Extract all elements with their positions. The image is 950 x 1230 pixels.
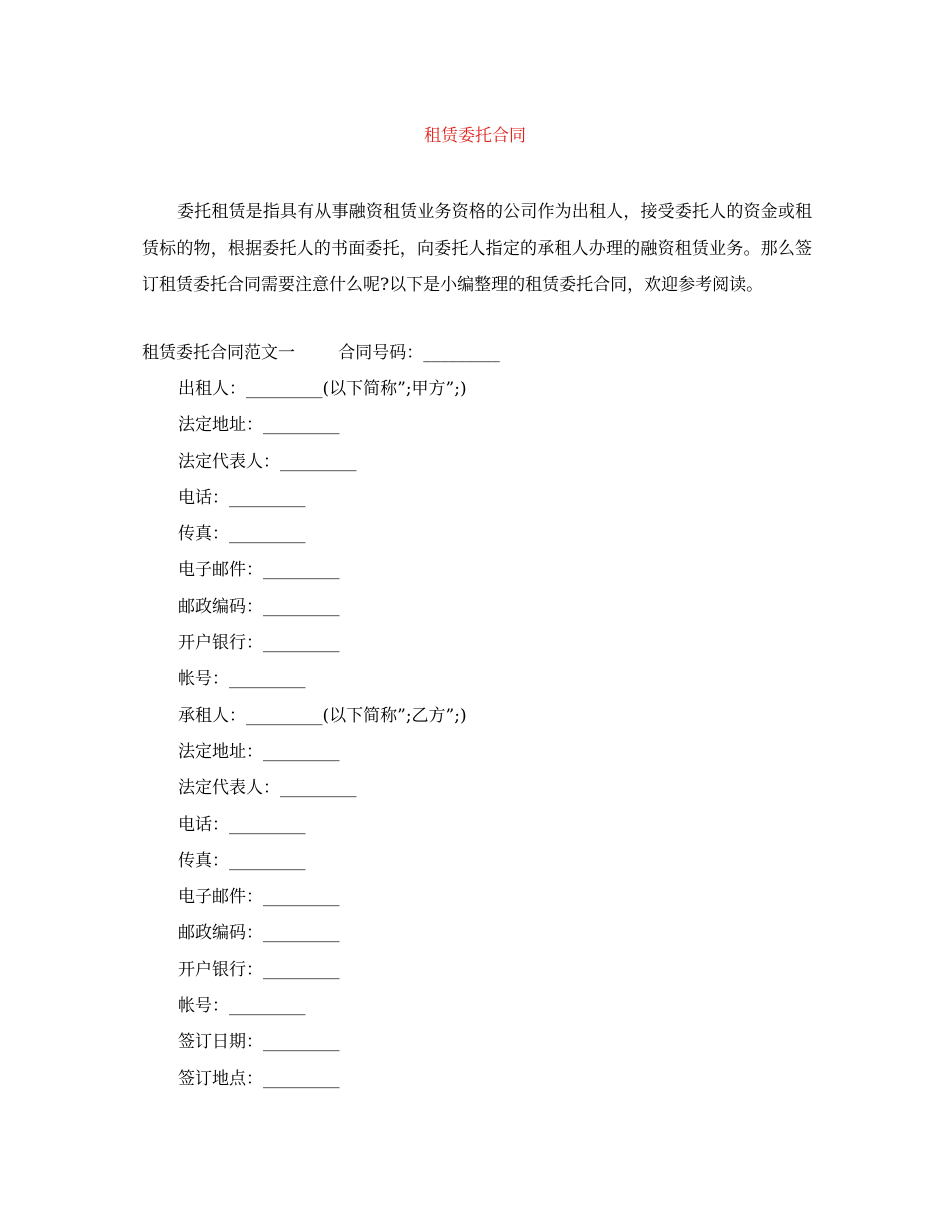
lessee-account-field: 帐号：_________ (178, 996, 306, 1017)
lessee-fax-field: 传真：_________ (178, 850, 306, 871)
signing-date-field: 签订日期：_________ (178, 1032, 340, 1053)
lessee-phone-field: 电话：_________ (178, 814, 306, 835)
lessee-field: 承租人：_________(以下简称”;乙方”;) (178, 705, 467, 726)
lessee-legal-rep-field: 法定代表人：_________ (178, 778, 357, 799)
party-fields (178, 377, 467, 1103)
contract-number-field: 合同号码：_________ (338, 343, 500, 363)
sample-heading: 租赁委托合同范文一 (142, 343, 295, 363)
lessor-field: 出租人：_________(以下简称”;甲方”;) (178, 379, 467, 399)
signing-place-field: 签订地点：_________ (178, 1068, 340, 1089)
sample-heading-line (142, 341, 500, 365)
lessee-email-field: 电子邮件：_________ (178, 887, 340, 908)
lessor-legal-rep-field: 法定代表人：_________ (178, 451, 357, 472)
lessor-address-field: 法定地址：_________ (178, 415, 340, 436)
lessor-email-field: 电子邮件：_________ (178, 560, 340, 581)
lessor-account-field: 帐号：_________ (178, 669, 306, 690)
lessor-postcode-field: 邮政编码：_________ (178, 596, 340, 617)
lessor-fax-field: 传真：_________ (178, 524, 306, 545)
lessee-postcode-field: 邮政编码：_________ (178, 923, 340, 944)
lessee-address-field: 法定地址：_________ (178, 741, 340, 762)
intro-paragraph: 委托租赁是指具有从事融资租赁业务资格的公司作为出租人，接受委托人的资金或租赁标的物，根据委托人的书面委托，向委托人指定的承租人办理的融资租赁业务。那么签订租赁委托合同需要注意什么呢?以下是小编整理的租赁委托合同，欢迎参考阅读。 (142, 202, 812, 295)
lessee-bank-field: 开户银行：_________ (178, 959, 340, 980)
lessor-bank-field: 开户银行：_________ (178, 633, 340, 654)
lessor-phone-field: 电话：_________ (178, 487, 306, 508)
document-title: 租赁委托合同 (424, 126, 526, 146)
